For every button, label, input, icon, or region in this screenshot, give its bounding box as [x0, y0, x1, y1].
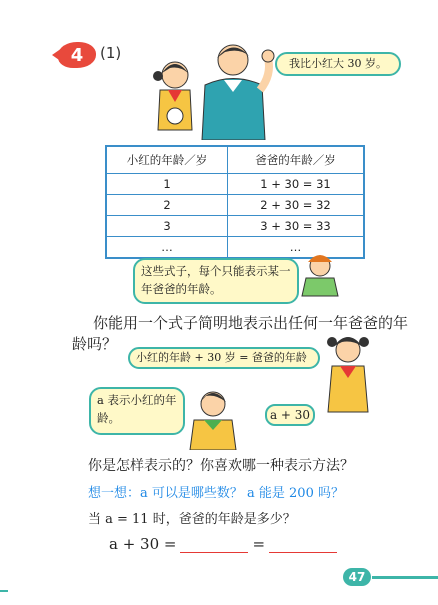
table-header-row	[106, 146, 364, 174]
equation-line	[109, 535, 341, 553]
boy-illustration	[178, 388, 248, 450]
table-row	[106, 195, 364, 216]
expression-bubble: a + 30	[265, 404, 315, 426]
girl-and-father-illustration	[150, 40, 280, 140]
table-cell: 3 + 30 = 33	[228, 216, 365, 237]
boy-speech-bubble: a 表示小红的年龄。	[89, 387, 185, 435]
answer-blank-1[interactable]	[180, 538, 248, 553]
table-cell: 2 + 30 = 32	[228, 195, 365, 216]
table-cell: 2	[106, 195, 228, 216]
page-footer-line	[372, 576, 438, 579]
question-1-line-2: 龄吗？	[72, 335, 118, 353]
sitting-girl-illustration	[296, 252, 346, 300]
table-cell: 3	[106, 216, 228, 237]
think-prompt: 想一想：a 可以是哪些数？ a 能是 200 吗？	[88, 486, 344, 501]
right-girl-speech-bubble: 小红的年龄 + 30 岁 = 爸爸的年龄	[128, 347, 320, 369]
table-row	[106, 174, 364, 195]
answer-blank-2[interactable]	[269, 538, 337, 553]
table-cell: …	[228, 237, 365, 259]
page-number: 47	[343, 568, 371, 586]
table-row	[106, 216, 364, 237]
column-header-father-age: 爸爸的年龄／岁	[228, 146, 365, 174]
right-girl-illustration	[318, 332, 378, 422]
question-3: 当 a = 11 时，爸爸的年龄是多少？	[88, 512, 296, 527]
father-speech-bubble: 我比小红大 30 岁。	[275, 52, 401, 76]
table-cell: …	[106, 237, 228, 259]
question-2: 你是怎样表示的？你喜欢哪一种表示方法？	[88, 458, 354, 474]
equation-lhs: a + 30 =	[109, 535, 177, 553]
column-header-girl-age: 小红的年龄／岁	[106, 146, 228, 174]
problem-number-badge: 4	[58, 42, 96, 68]
equation-equals: =	[252, 535, 266, 553]
problem-part: (1)	[100, 44, 122, 62]
table-cell: 1 + 30 = 31	[228, 174, 365, 195]
question-1-line-1: 你能用一个式子简明地表示出任何一年爸爸的年	[93, 314, 409, 332]
page-footer-line-left	[0, 590, 8, 592]
sitting-girl-speech-bubble: 这些式子，每个只能表示某一年爸爸的年龄。	[133, 258, 299, 304]
age-table	[105, 145, 365, 259]
table-cell: 1	[106, 174, 228, 195]
